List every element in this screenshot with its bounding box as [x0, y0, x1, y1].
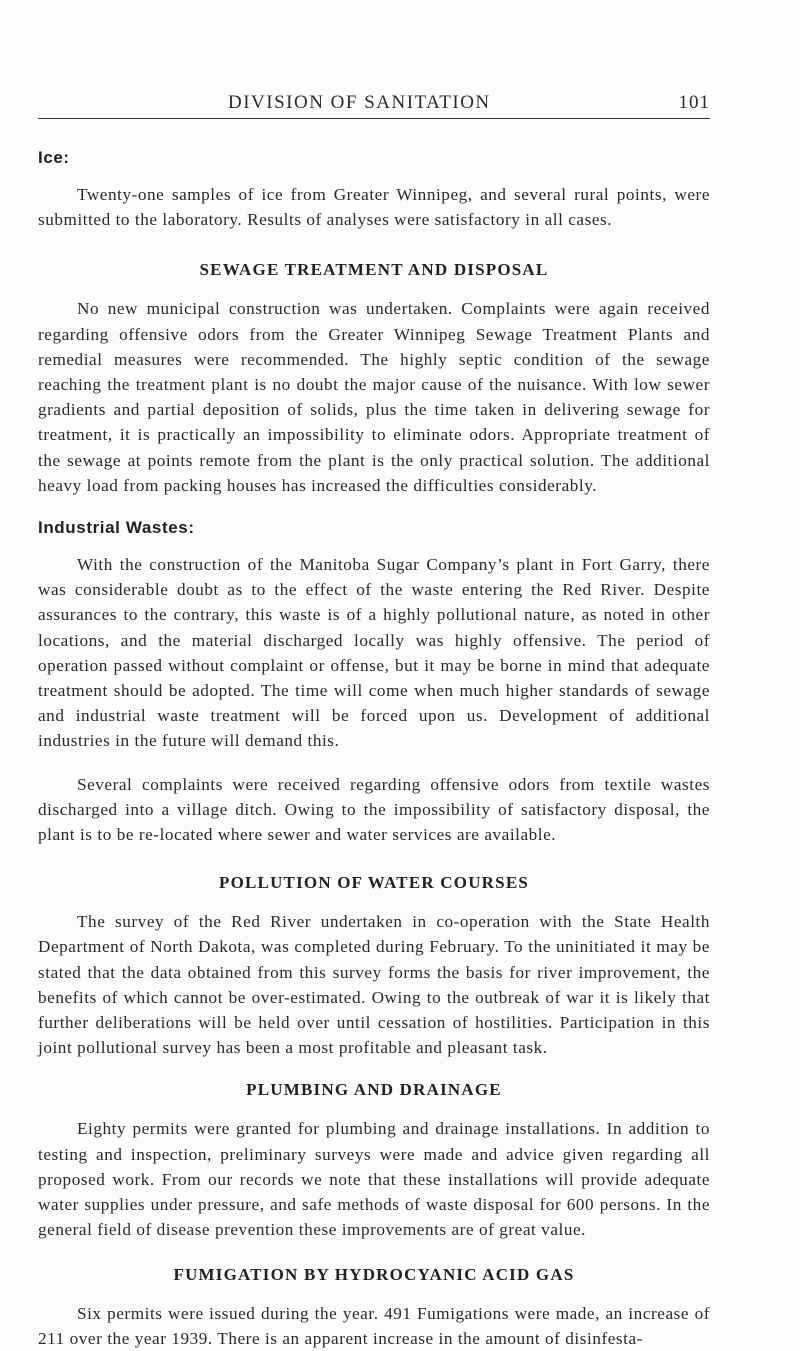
sewage-section	[38, 260, 710, 498]
plumbing-paragraph: Eighty permits were granted for plumbing and drainage installations. In addition to testing and inspection, preliminary surveys were made and advice given regarding all proposed work. From our records we note that these installations will provide adequate water supplies under pressure, and safe methods of waste disposal for 600 persons. In the general field of disease prevention these improvements are of great value.	[38, 1119, 710, 1240]
industrial-wastes-heading: Industrial Wastes:	[38, 518, 195, 538]
ice-paragraph: Twenty-one samples of ice from Greater Winnipeg, and several rural points, were submitted to the laboratory. Results of analyses were satisfactory in all cases.	[38, 185, 710, 230]
industrial-wastes-paragraph-1: With the construction of the Manitoba Sugar Company’s plant in Fort Garry, there was considerable doubt as to the effect of the waste entering the Red River. Despite assurances to the contrary, this waste is of a highly pollutional nature, as noted in other locations, and the material discharged locally was highly offensive. The period of operation passed without complaint or offense, but it may be borne in mind that adequate treatment should be adopted. The time will come when much higher standards of sewage and industrial waste treatment will be forced upon us. Development of additional industries in the future will demand this.	[38, 555, 710, 751]
industrial-wastes-section	[38, 518, 710, 847]
pollution-paragraph: The survey of the Red River undertaken in co-operation with the State Health Department of North Dakota, was completed during February. To the uninitiated it may be stated that the data obtained from this survey forms the basis for river improvement, the benefits of which cannot be over-estimated. Owing to the outbreak of war it is likely that further deliberations will be held over until cessation of hostilities. Participation in this joint pollutional survey has been a most profitable and pleasant task.	[38, 912, 710, 1058]
sewage-paragraph: No new municipal construction was undertaken. Complaints were again received regarding offensive odors from the Greater Winnipeg Sewage Treatment Plants and remedial measures were recommended. The highly septic condition of the sewage reaching the treatment plant is no doubt the major cause of the nuisance. With low sewer gradients and partial deposition of solids, plus the time taken in delivering sewage for treatment, it is practically an impossibility to eliminate odors. Appropriate treatment of the sewage at points remote from the plant is the only practical solution. The additional heavy load from packing houses has increased the difficulties considerably.	[38, 299, 710, 495]
pollution-heading: POLLUTION OF WATER COURSES	[218, 873, 530, 893]
fumigation-section	[38, 1265, 710, 1351]
running-title: DIVISION OF SANITATION	[228, 92, 491, 113]
page-number: 101	[678, 92, 710, 113]
industrial-wastes-paragraph-2: Several complaints were received regarding offensive odors from textile wastes discharged into a village ditch. Owing to the impossibility of satisfactory disposal, the plant is to be re-located where sewer and water services are available.	[38, 774, 710, 845]
header-rule	[38, 118, 710, 119]
plumbing-heading: PLUMBING AND DRAINAGE	[246, 1080, 502, 1100]
ice-section	[38, 148, 710, 232]
pollution-section	[38, 873, 710, 1060]
ice-heading: Ice:	[38, 148, 70, 167]
document-page	[38, 0, 710, 1351]
fumigation-heading: FUMIGATION BY HYDROCYANIC ACID GAS	[173, 1264, 575, 1284]
plumbing-section	[38, 1080, 710, 1242]
running-header	[38, 0, 710, 122]
fumigation-paragraph: Six permits were issued during the year. 491 Fumigations were made, an increase of 211 over the year 1939. There is an apparent increase in the amount of disinfesta-	[38, 1303, 710, 1348]
sewage-heading: SEWAGE TREATMENT AND DISPOSAL	[199, 260, 549, 280]
